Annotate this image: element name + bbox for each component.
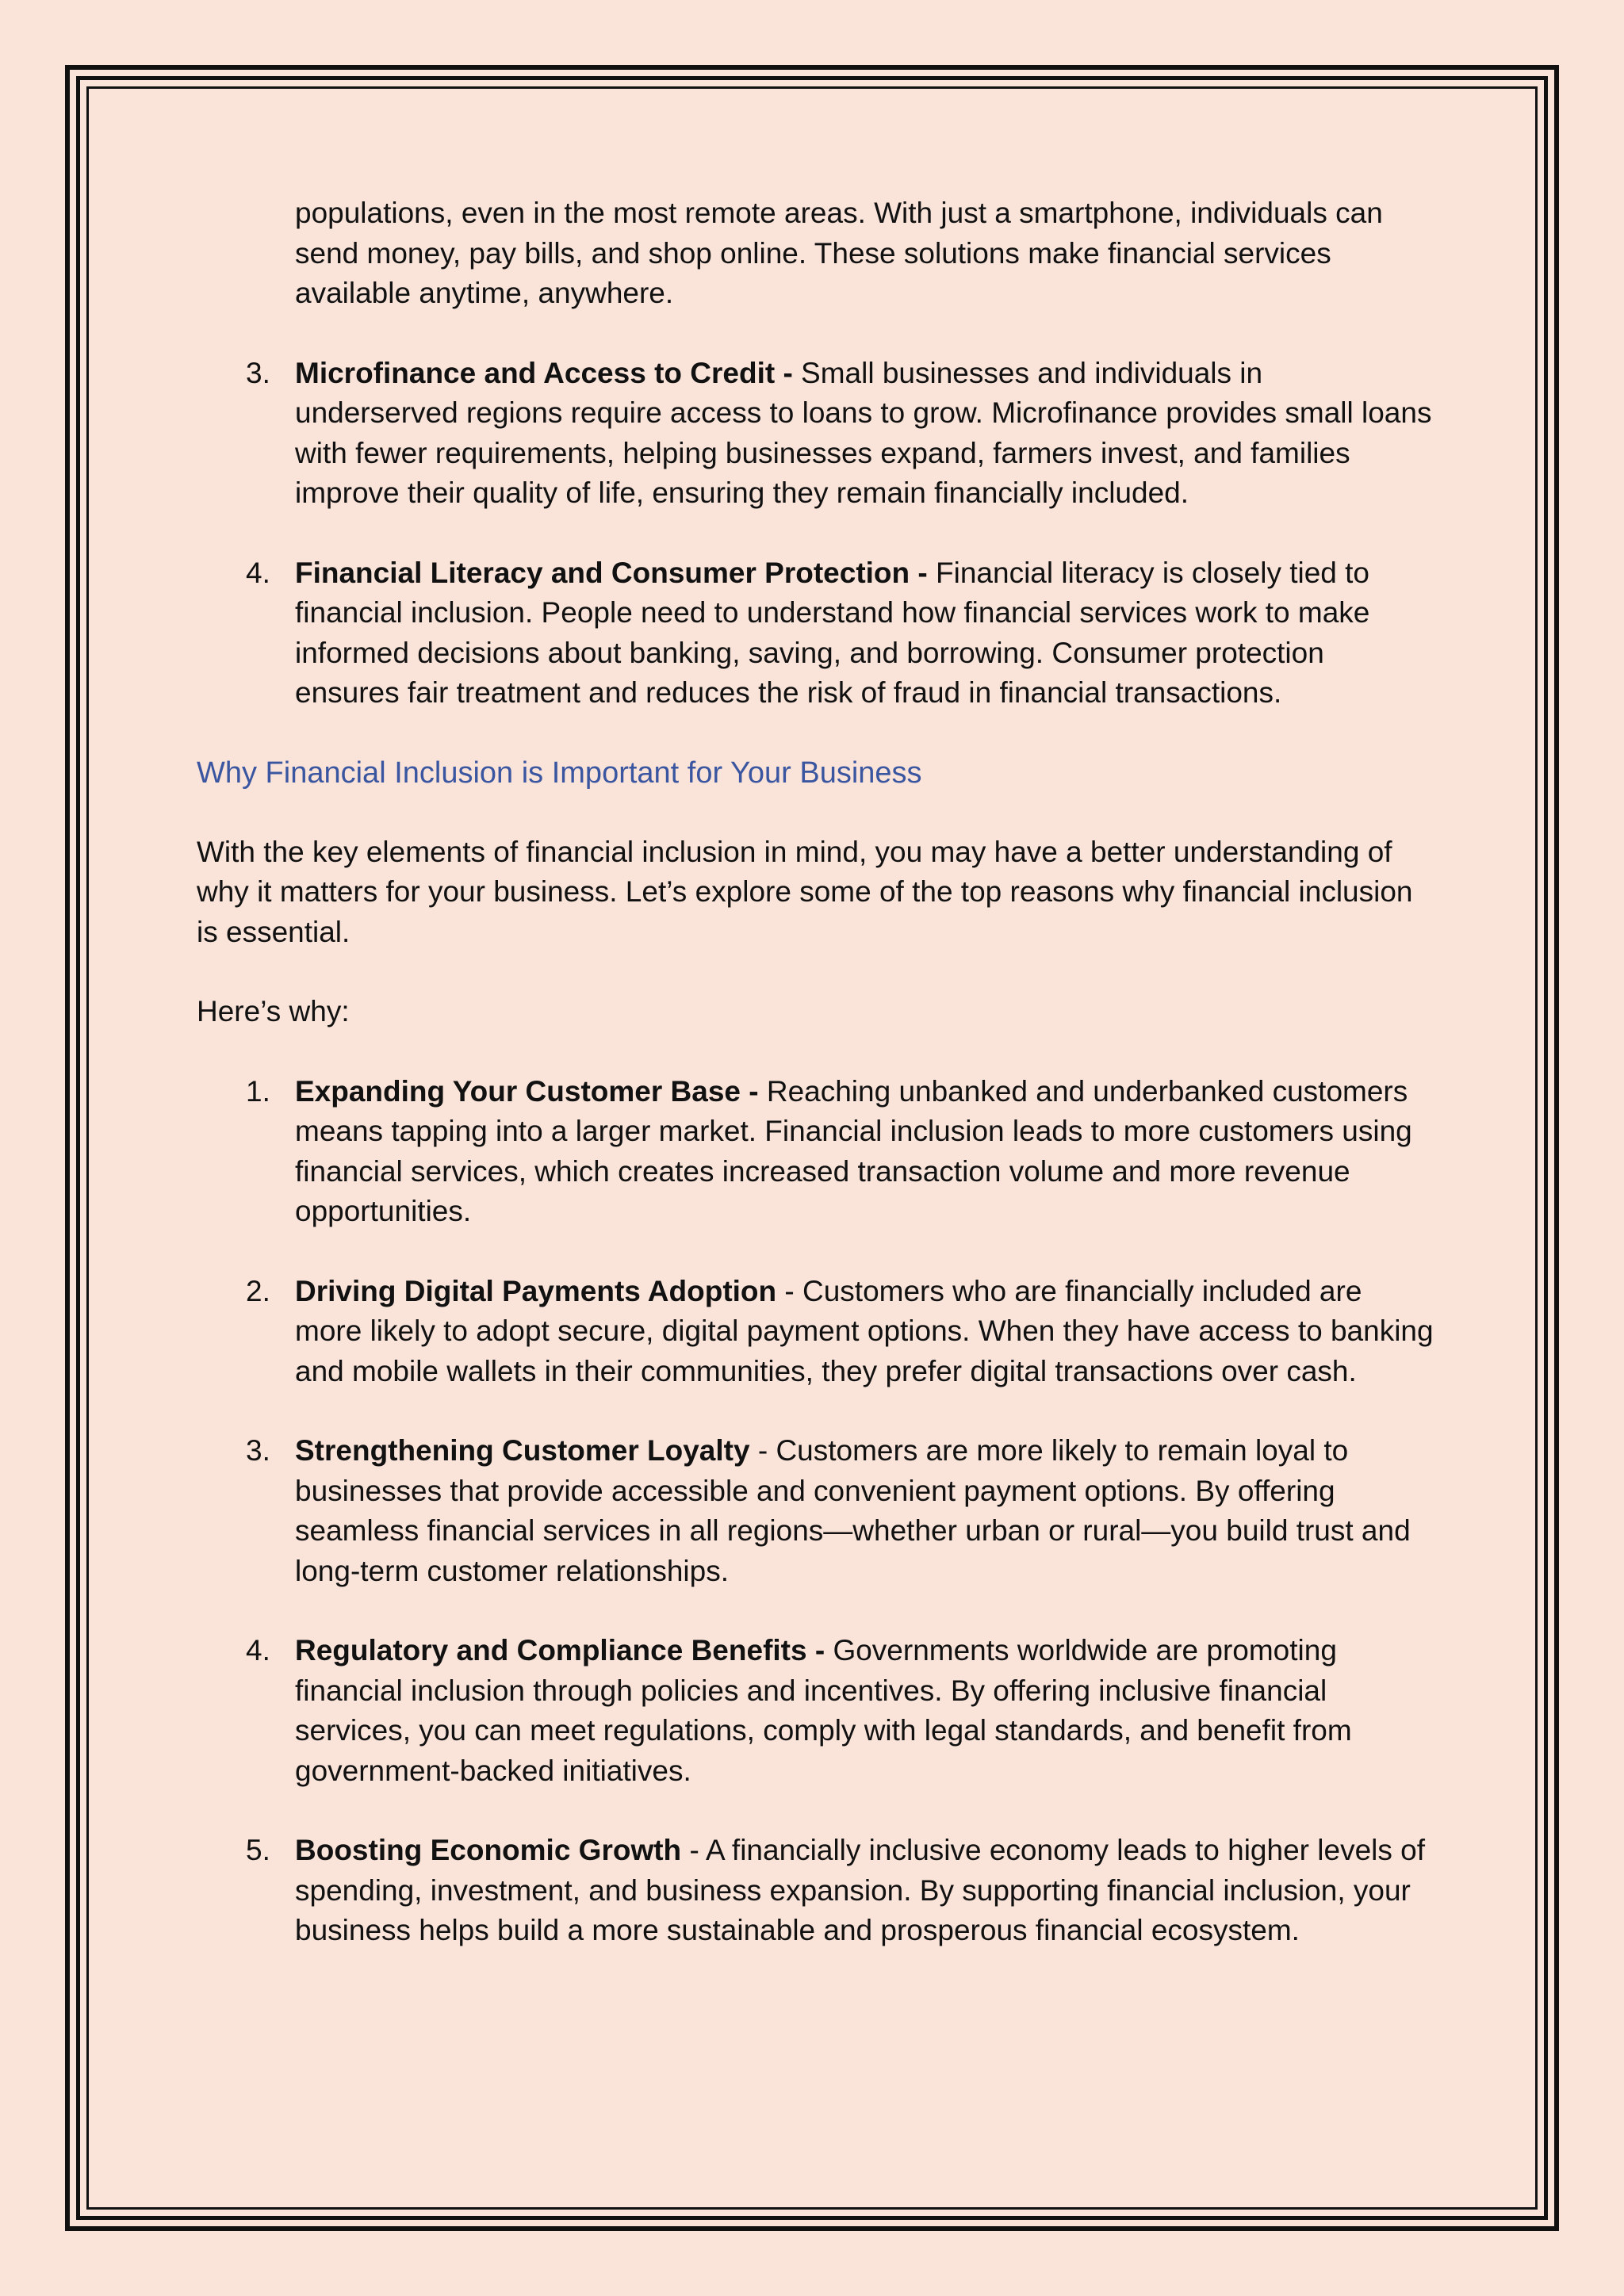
list-item-title: Boosting Economic Growth [295, 1834, 682, 1866]
list-number: 3. [246, 356, 270, 389]
list-item-body: - A financially inclusive economy leads to higher levels of spending, investment, and business expansion. By supporting financial inclusion, your business helps build a more sustainable and prosperous financial ecosystem. [295, 1834, 1425, 1946]
list-item [197, 1831, 1434, 1951]
list-number: 2. [246, 1274, 270, 1307]
list-item-body: Reaching unbanked and underbanked customers means tapping into a larger market. Financial inclusion leads to more customers using financial services, which creates increased transaction volume and more revenue opportunities. [295, 1074, 1412, 1227]
list-item-body: Small businesses and individuals in underserved regions require access to loans to grow. Microfinance provides small loans with fewer requirements, helping businesses expand, farmers invest, and families improve their quality of life, ensuring they remain financially included. [295, 356, 1432, 509]
list-item [197, 1431, 1434, 1591]
list-item-title: Driving Digital Payments Adoption [295, 1274, 777, 1307]
list-number: 5. [246, 1834, 270, 1866]
section-heading: Why Financial Inclusion is Important for Your Business [197, 756, 922, 790]
list-item-title: Financial Literacy and Consumer Protection - [295, 556, 928, 589]
list-item [197, 1272, 1434, 1392]
list-number: 4. [246, 556, 270, 589]
list-item-title: Expanding Your Customer Base - [295, 1074, 759, 1108]
list-item-title: Microfinance and Access to Credit - [295, 356, 793, 389]
section-intro: With the key elements of financial inclusion in mind, you may have a better understanding of why it matters for your business. Let’s explore some of the top reasons why financial inclusion is essential. [197, 835, 1413, 948]
list-item [197, 354, 1434, 514]
reasons-list [197, 1072, 1434, 1951]
list-item-body: - Customers who are financially included are more likely to adopt secure, digital payment options. When they have access to banking and mobile wallets in their communities, they prefer digital transactions over cash. [295, 1274, 1434, 1387]
list-item-body: Financial literacy is closely tied to financial inclusion. People need to understand how financial services work to make informed decisions about banking, saving, and borrowing. Consumer protection ensures fair treatment and reduces the risk of fraud in financial transactions. [295, 556, 1370, 709]
list-number: 1. [246, 1074, 270, 1108]
elements-list [197, 354, 1434, 714]
list-item-title: Regulatory and Compliance Benefits - [295, 1634, 825, 1667]
list-item [197, 553, 1434, 714]
list-number: 4. [246, 1634, 270, 1667]
list-item-title: Strengthening Customer Loyalty [295, 1434, 750, 1467]
heres-why-label: Here’s why: [197, 995, 350, 1027]
list-item [197, 1072, 1434, 1232]
document-body [197, 193, 1434, 1951]
list-item-body: - Customers are more likely to remain loyal to businesses that provide accessible and convenient payment options. By offering seamless financial services in all regions—whether urban or rural—you build trust and long-term customer relationships. [295, 1434, 1411, 1587]
intro-continuation: populations, even in the most remote areas. With just a smartphone, individuals can send money, pay bills, and shop online. These solutions make financial services available anytime, anywhere. [295, 197, 1383, 309]
list-number: 3. [246, 1434, 270, 1467]
list-item [197, 1631, 1434, 1791]
list-item-body: Governments worldwide are promoting financial inclusion through policies and incentives. By offering inclusive financial services, you can meet regulations, comply with legal standards, and benefit from government-backed initiatives. [295, 1634, 1352, 1787]
